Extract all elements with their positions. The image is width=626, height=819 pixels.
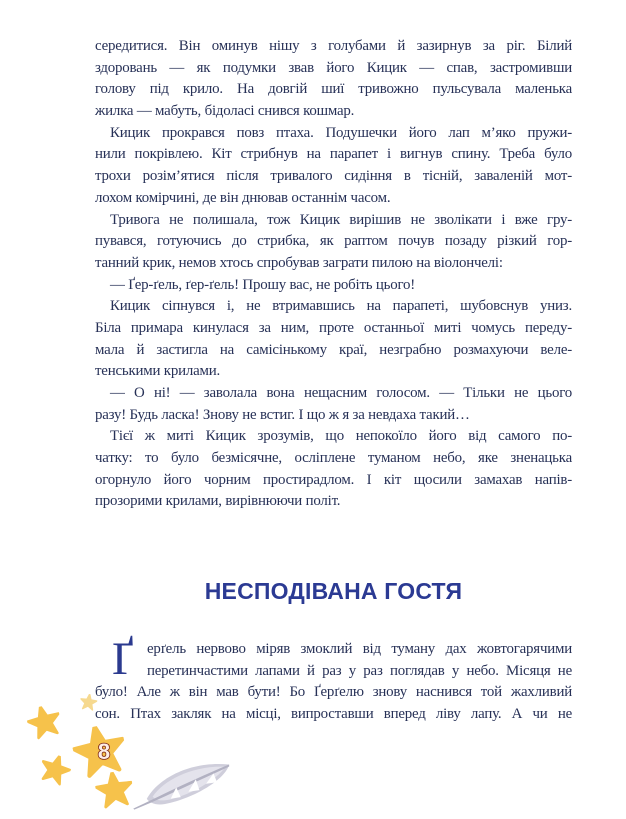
star-icon [36, 751, 74, 789]
text-line: Тієї ж миті Кицик зрозумів, що непокоїло його від самого по- [110, 428, 572, 445]
text-line: чатку: то було безмісячне, осліплене туманом небо, яке зненацька [95, 450, 572, 467]
text-line: — Ґер-ґель, ґер-ґель! Прошу вас, не робіть цього! [110, 276, 416, 293]
text-line: голову під крило. На довгій шиї тривожно пульсувала маленька [95, 81, 572, 98]
paragraph [95, 383, 572, 426]
text-line: сон. Птах закляк на місці, випроставши вперед ліву лапу. А чи не [95, 706, 572, 723]
text-line: тенськими крилами. [95, 363, 221, 380]
page-number: 8 [97, 739, 111, 764]
text-line: перетинчастими лапами й раз у раз поглядав у небо. Місяця не [147, 662, 572, 679]
text-line: разу! Будь ласка! Знову не встиг. І що ж я за невдаха такий… [95, 406, 470, 423]
paragraph [95, 296, 572, 383]
feather-icon [129, 754, 238, 811]
paragraph [95, 426, 572, 513]
text-line: Кицик прокрався повз птаха. Подушечки його лап м’яко пружи- [110, 124, 572, 141]
text-line: Тривога не полишала, тож Кицик вирішив не зволікати і вже гру- [110, 211, 572, 228]
star-icon [24, 702, 64, 742]
text-line: середитися. Він оминув нішу з голубами й зазирнув за ріг. Білий [95, 38, 572, 54]
paragraph [95, 36, 572, 123]
paragraph [95, 210, 572, 275]
text-line: ерґель нервово міряв змоклий від туману дах жовтогарячими [147, 641, 572, 657]
text-line: пувався, готуючись до стрибка, як раптом почув позаду різкий гор- [95, 233, 572, 250]
text-line: мала й застигла на самісінькому краї, незграбно розмахуючи веле- [95, 341, 572, 358]
text-line: огорнуло його чорним простирадлом. І кіт щосили замахав напів- [95, 471, 572, 488]
chapter-title: НЕСПОДІВАНА ГОСТЯ [204, 578, 463, 604]
text-line: танний крик, немов хтось спробував заграти пилою на віолончелі: [95, 254, 503, 271]
text-line: Кицик сіпнувся і, не втримавшись на парапеті, шубовснув униз. [110, 298, 572, 315]
text-line: трохи розім’ятися після тривалого сидіння в тісній, заваленій мот- [95, 168, 572, 185]
text-line: жилка — мабуть, бідоласі снився кошмар. [95, 103, 355, 120]
paragraph [95, 123, 572, 210]
text-line: нили покрівлею. Кіт стрибнув на парапет і вигнув спину. Треба було [95, 146, 572, 163]
body-text [95, 36, 572, 513]
text-line: здоровань — як подумки звав його Кицик — спав, застромивши [95, 59, 572, 76]
chapter-opening-paragraph [95, 633, 572, 726]
text-line: — О ні! — заволала вона нещасним голосом. — Тільки не цього [110, 385, 572, 401]
star-icon [79, 693, 98, 712]
text-line: Біла примара кинулася за ним, проте останньої миті чомусь переду- [95, 319, 572, 336]
text-line: прозорими крилами, вирівнюючи політ. [95, 493, 341, 510]
paragraph [95, 275, 572, 297]
text-line: було! Але ж він мав бути! Бо Ґерґелю знову наснився той жахливий [95, 684, 572, 701]
text-line: лохом комірчині, де він днював останнім часом. [95, 189, 391, 206]
drop-cap-letter: Ґ [112, 633, 134, 685]
